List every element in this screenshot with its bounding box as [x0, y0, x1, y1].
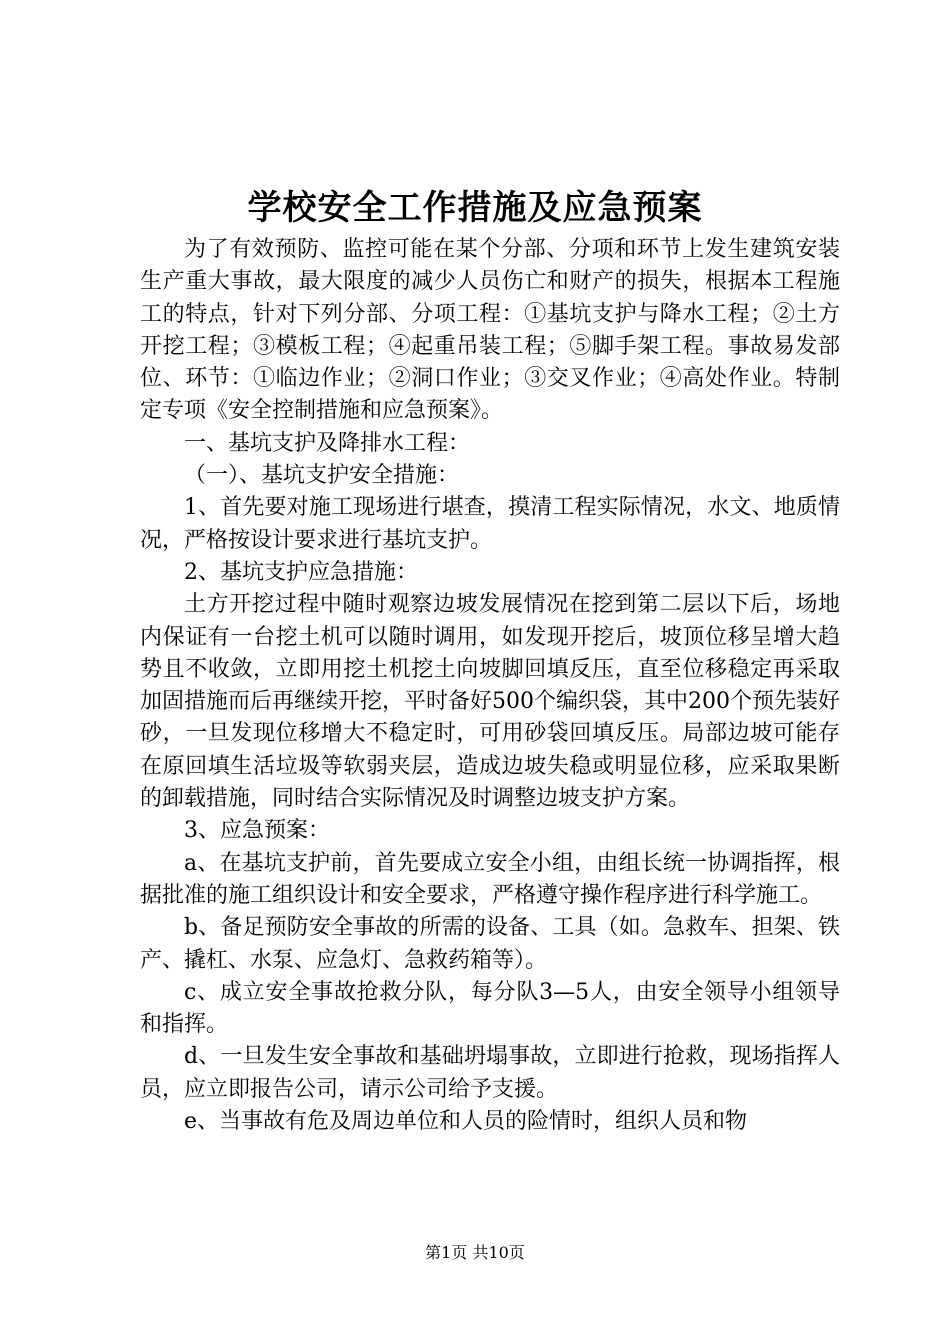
paragraph-item-c: c、成立安全事故抢救分队，每分队3—5人，由安全领导小组领导和指挥。	[140, 979, 840, 1038]
heading-item-2: 2、基坑支护应急措施：	[184, 559, 418, 585]
paragraph-intro: 为了有效预防、监控可能在某个分部、分项和环节上发生建筑安装生产重大事故，最大限度的减少人员伤亡和财产的损失，根据本工程施工的特点，针对下列分部、分项工程：①基坑支护与降水工程；②土方开挖工程；③模板工程；④起重吊装工程；⑤脚手架工程。事故易发部位、环节：①临边作业；②洞口作业；③交叉作业；④高处作业。特制定专项《安全控制措施和应急预案》。	[140, 237, 840, 424]
heading-subsection-1: （一）、基坑支护安全措施：	[184, 463, 460, 489]
paragraph-emergency-measures: 土方开挖过程中随时观察边坡发展情况在挖到第二层以下后，场地内保证有一台挖土机可以随时调用，如发现开挖后，坡顶位移呈增大趋势且不收敛，立即用挖土机挖土向坡脚回填反压，直至位移稳定再采取加固措施而后再继续开挖，平时备好500个编织袋，其中200个预先装好砂，一旦发现位移增大不稳定时，可用砂袋回填反压。局部边坡可能存在原回填生活垃圾等软弱夹层，造成边坡失稳或明显位移，应采取果断的卸载措施，同时结合实际情况及时调整边坡支护方案。	[140, 592, 840, 812]
paragraph-item-d: d、一旦发生安全事故和基础坍塌事故，立即进行抢救，现场指挥人员，应立即报告公司，请示公司给予支援。	[140, 1044, 840, 1102]
page-number-footer: 第1页 共10页	[425, 1243, 525, 1262]
paragraph-item-1: 1、首先要对施工现场进行堪查，摸清工程实际情况，水文、地质情况，严格按设计要求进行基坑支护。	[140, 495, 840, 553]
heading-section-1: 一、基坑支护及降排水工程：	[184, 430, 471, 456]
paragraph-item-b: b、备足预防安全事故的所需的设备、工具（如。急救车、担架、铁产、撬杠、水泵、应急灯、急救药箱等）。	[140, 915, 840, 973]
heading-item-3: 3、应急预案：	[184, 818, 330, 844]
document-title: 学校安全工作措施及应急预案	[247, 188, 703, 228]
paragraph-item-e: e、当事故有危及周边单位和人员的险情时，组织人员和物	[184, 1109, 748, 1135]
paragraph-item-a: a、在基坑支护前，首先要成立安全小组，由组长统一协调指挥，根据批准的施工组织设计和安全要求，严格遵守操作程序进行科学施工。	[140, 850, 840, 908]
document-body	[140, 234, 840, 1138]
